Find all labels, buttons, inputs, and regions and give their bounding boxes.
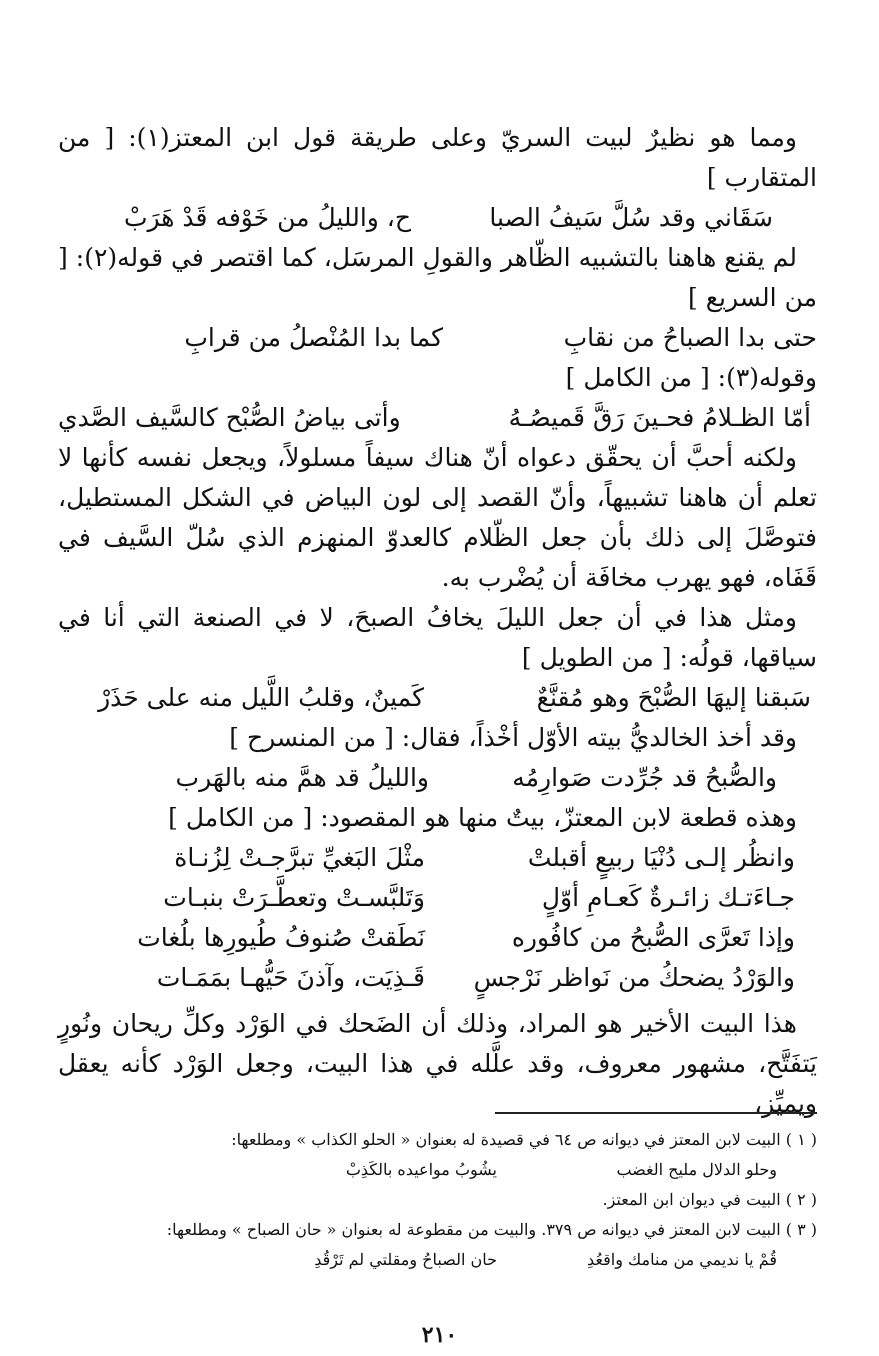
- verse-second-hemistich: قَـذِيَت، وآذنَ حَيُّهـا بمَمَـات: [156, 963, 425, 992]
- verse-first-hemistich: وانظُر إلـى دُنْيَا ربيعٍ أقبلتْ: [527, 843, 795, 872]
- verse-second-hemistich: مثْلَ البَغيِّ تبرَّجـتْ لِزُنـاة: [174, 843, 425, 872]
- verse-first-hemistich: والصُّبحُ قد جُرِّدت صَوارِمُه: [512, 763, 777, 792]
- verse-second-hemistich: ح، والليلُ من خَوْفه قَدْ هَرَبْ: [123, 203, 411, 232]
- verse-first-hemistich: والوَرْدُ يضحكُ من نَواظر نَرْجسٍ: [473, 963, 795, 992]
- verse-line: [58, 318, 817, 358]
- verse-second-hemistich: يشُوبُ مواعيده بالكَذِبْ: [345, 1160, 497, 1179]
- verse-second-hemistich: كما بدا المُنْصلُ من قرابِ: [184, 323, 443, 352]
- footnote-divider: [495, 1112, 817, 1114]
- verse-first-hemistich: سَبقنا إليهَا الصُّبْحَ وهو مُقنَّعٌ: [536, 683, 811, 712]
- verse-line: [58, 678, 817, 718]
- paragraph: ومثل هذا في أن جعل الليلَ يخافُ الصبحَ، لا في الصنعة التي أنا في سياقها، قولُه: [ من الطويل ]: [58, 603, 817, 672]
- paragraph: ومما هو نظيرٌ لبيت السريّ وعلى طريقة قول ابن المعتز(١): [ من المتقارب ]: [58, 123, 817, 192]
- verse-first-hemistich: سَقَاني وقد سُلَّ سَيفُ الصبا: [489, 203, 773, 232]
- verse-line: [58, 758, 817, 798]
- verse-line: [58, 398, 817, 438]
- paragraph: هذا البيت الأخير هو المراد، وذلك أن الضَحك في الوَرْد وكلِّ ريحان ونُورٍ يَتفَتَّح، مشهور معروف، وقد علَّله في هذا البيت، وجعل الوَرْد كأنه يعقل ويميِّز،: [58, 1009, 817, 1118]
- footnote-1-verse: [58, 1155, 817, 1185]
- page-number: ٢١٠: [421, 1322, 458, 1348]
- verse-second-hemistich: نَطَقتْ صُنوفُ طُيورِها بلُغات: [137, 923, 425, 952]
- paragraph: لم يقنع هاهنا بالتشبيه الظّاهر والقولِ المرسَل، كما اقتصر في قوله(٢): [ من السريع ]: [58, 243, 817, 312]
- paragraph: وقوله(٣): [ من الكامل ]: [565, 363, 817, 392]
- paragraph: وقد أخذ الخالديُّ بيته الأوّل أخْذاً، فقال: [ من المنسرح ]: [229, 723, 797, 752]
- footnotes: [58, 1125, 817, 1275]
- main-text: [58, 118, 817, 1124]
- verse-first-hemistich: أمّا الظـلامُ فحـينَ رَقَّ قَميصُـهُ: [508, 403, 811, 432]
- verse-second-hemistich: والليلُ قد همَّ منه بالهَرب: [175, 763, 429, 792]
- verse-second-hemistich: حان الصباحُ ومقلتي لم تَرْقُدِ: [314, 1250, 497, 1269]
- verse-second-hemistich: وأتى بياضُ الصُّبْح كالسَّيف الصَّدي: [58, 403, 401, 432]
- verse-first-hemistich: وحلو الدلال مليح الغضب: [616, 1160, 777, 1179]
- verse-line: [58, 878, 817, 918]
- footnote-1: ( ١ ) البيت لابن المعتز في ديوانه ص ٦٤ في قصيدة له بعنوان « الحلو الكذاب » ومطلعها:: [231, 1130, 817, 1149]
- verse-first-hemistich: وإذا تَعرَّى الصُّبحُ من كافُوره: [511, 923, 795, 952]
- footnote-3-verse: [58, 1245, 817, 1275]
- paragraph: ولكنه أحبَّ أن يحقّق دعواه أنّ هناك سيفاً مسلولاً، ويجعل نفسه كأنها لا تعلم أن هاهنا تشبيهاً، وأنّ القصد إلى لون البياض في الشكل المستطيل، فتوصَّلَ إلى ذلك بأن جعل الظّلام كالعدوّ المنهزم الذي سُلّ السَّيف في قَفَاه، فهو يهرب مخافَة أن يُضْرب به.: [58, 443, 817, 592]
- verse-second-hemistich: وَتَلبَّسـتْ وتعطَّـرَتْ بنبـات: [163, 883, 425, 912]
- verse-first-hemistich: قُمْ يا نديمي من منامك واقعُدِ: [587, 1250, 777, 1269]
- verse-line: [58, 198, 817, 238]
- verse-line: [58, 918, 817, 958]
- paragraph: وهذه قطعة لابن المعتزّ، بيتٌ منها هو المقصود: [ من الكامل ]: [168, 803, 797, 832]
- verse-line: [58, 838, 817, 878]
- footnote-2: ( ٢ ) البيت في ديوان ابن المعتز.: [602, 1190, 817, 1209]
- footnote-3: ( ٣ ) البيت لابن المعتز في ديوانه ص ٣٧٩. والبيت من مقطوعة له بعنوان « حان الصباح » ومطلعها:: [166, 1220, 817, 1239]
- verse-line: [58, 958, 817, 998]
- verse-second-hemistich: كَمينٌ، وقلبُ اللَّيل منه على حَذَرْ: [98, 683, 424, 712]
- verse-first-hemistich: جـاءَتـك زائـرةٌ كَعـامِ أوّلٍ: [541, 883, 795, 912]
- verse-first-hemistich: حتى بدا الصباحُ من نقابِ: [563, 323, 817, 352]
